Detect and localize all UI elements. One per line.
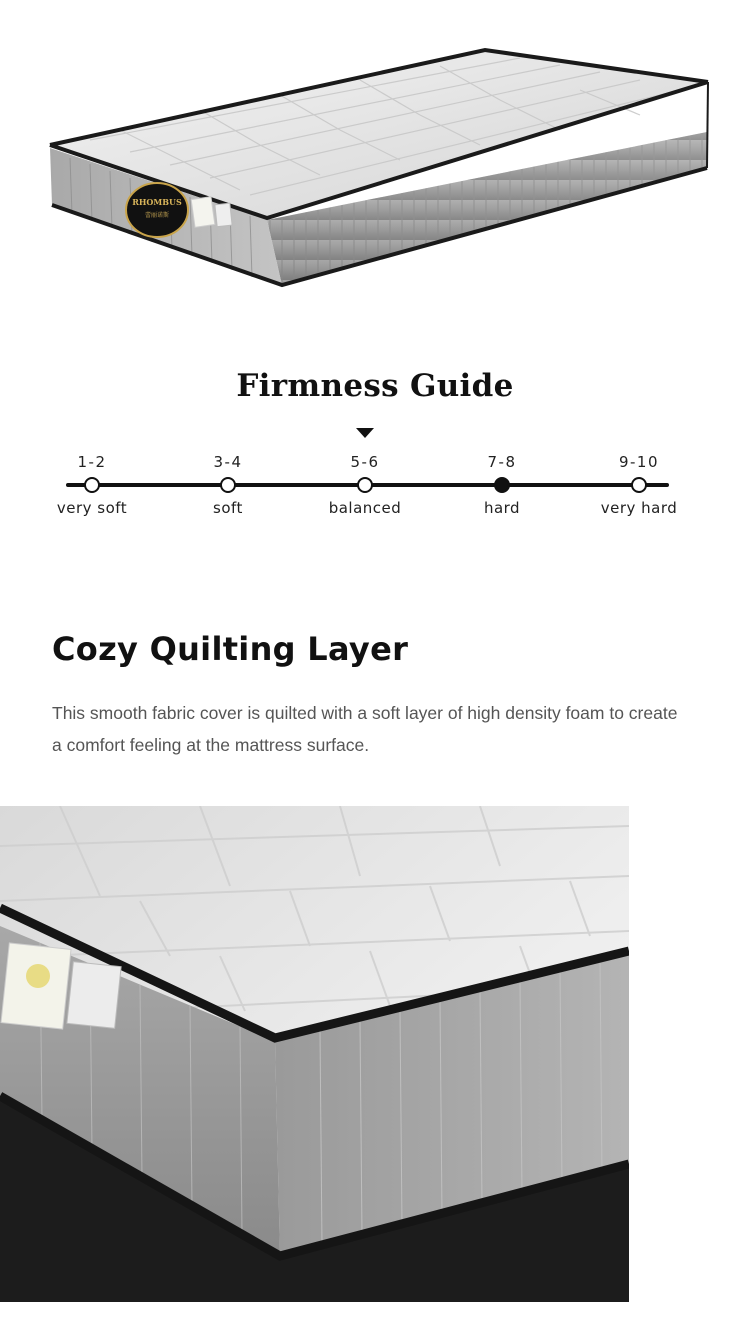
firmness-dot (631, 477, 647, 493)
firmness-range: 7-8 (487, 453, 517, 471)
firmness-scale (0, 420, 750, 530)
firmness-range: 3-4 (213, 453, 243, 471)
firmness-label: very hard (600, 499, 678, 517)
firmness-dot (220, 477, 236, 493)
firmness-dot (84, 477, 100, 493)
quilting-closeup-image (0, 806, 629, 1302)
firmness-range: 1-2 (77, 453, 107, 471)
firmness-label: balanced (328, 499, 402, 517)
care-tag (191, 197, 215, 228)
label-tag (67, 962, 121, 1029)
quilting-description: This smooth fabric cover is quilted with a soft layer of high density foam to create a comfort feeling at the mattress surface. (52, 703, 678, 755)
firmness-title: Firmness Guide (236, 368, 514, 404)
firmness-range: 9-10 (618, 453, 660, 471)
quilting-title: Cozy Quilting Layer (52, 630, 409, 668)
badge-subtitle-text: 蕾丽诺斯 (144, 212, 170, 219)
firmness-range: 5-6 (350, 453, 380, 471)
brand-badge (126, 183, 188, 237)
closeup-illustration (0, 806, 629, 1302)
firmness-label: hard (483, 499, 521, 517)
firmness-guide (0, 330, 750, 570)
label-tag (215, 203, 232, 226)
selected-marker-icon (356, 428, 374, 438)
firmness-label: very soft (56, 499, 128, 517)
firmness-label: soft (213, 499, 243, 517)
firmness-dot (357, 477, 373, 493)
mattress-product-image (0, 0, 750, 330)
badge-brand-text: RHOMBUS (132, 197, 182, 207)
mattress-illustration (0, 0, 750, 330)
firmness-dot (494, 477, 510, 493)
